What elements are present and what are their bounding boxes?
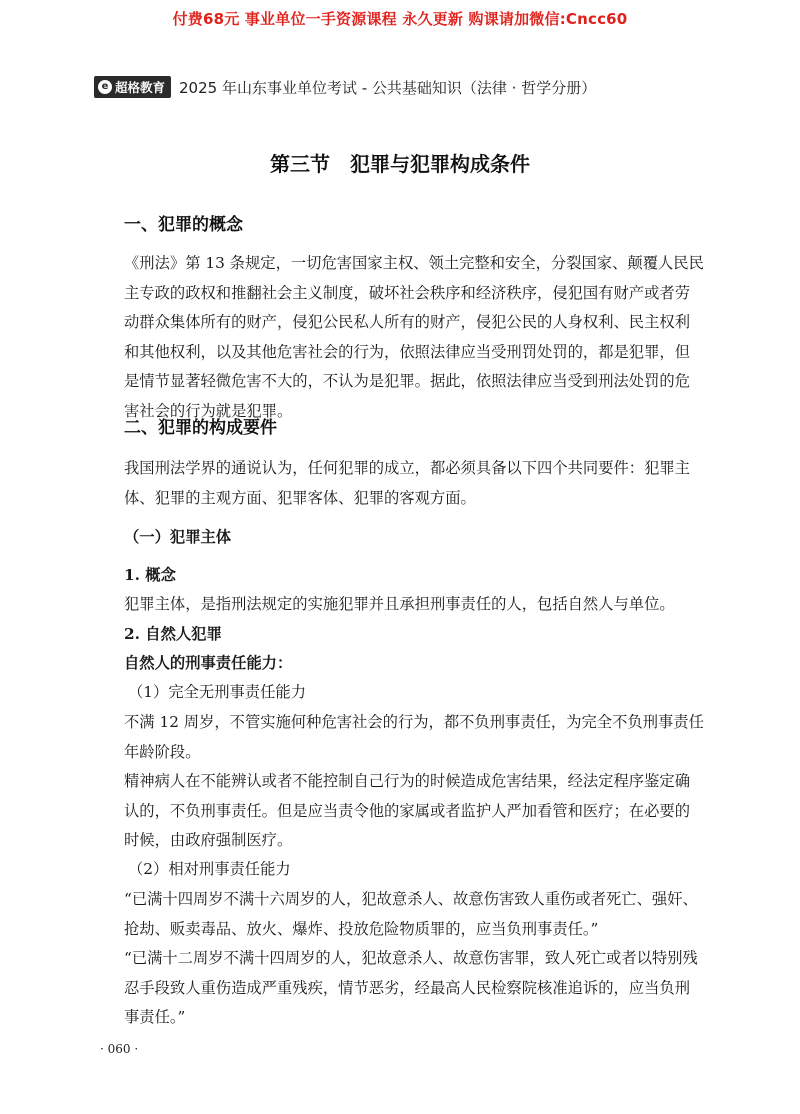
item-no-capacity: （1）完全无刑事责任能力 <box>128 683 306 701</box>
watermark-text: 付费68元 事业单位一手资源课程 永久更新 购课请加微信:Cncc60 <box>172 10 628 28</box>
publisher-logo <box>94 76 171 98</box>
heading-crime-elements: 二、犯罪的构成要件 <box>124 418 277 438</box>
paragraph-crime-definition: 《刑法》第 13 条规定，一切危害国家主权、领土完整和安全，分裂国家、颠覆人民民主专政的政权和推翻社会主义制度，破坏社会秩序和经济秩序，侵犯国有财产或者劳动群众集体所有的财产，侵犯公民私人所有的财产，侵犯公民的人身权利、民主权利和其他权利，以及其他危害社会的行为，依照法律应当受刑罚处罚的，都是犯罪，但是情节显著轻微危害不大的，不认为是犯罪。据此，依照法律应当受到刑法处罚的危害社会的行为就是犯罪。 <box>124 254 704 420</box>
paragraph-under-12: 不满 12 周岁，不管实施何种危害社会的行为，都不负刑事责任，为完全不负刑事责任年龄阶段。 <box>124 713 704 761</box>
quote-14-16: “已满十四周岁不满十六周岁的人，犯故意杀人、故意伤害致人重伤或者死亡、强奸、抢劫、贩卖毒品、放火、爆炸、投放危险物质罪的，应当负刑事责任。” <box>124 890 698 938</box>
paragraph-mental-illness: 精神病人在不能辨认或者不能控制自己行为的时候造成危害结果，经法定程序鉴定确认的，不负刑事责任。但是应当责令他的家属或者监护人严加看管和医疗；在必要的时候，由政府强制医疗。 <box>124 772 690 849</box>
logo-text: 超格教育 <box>115 80 166 95</box>
page-number: · 060 · <box>100 1042 139 1056</box>
subheading-crime-subject: （一）犯罪主体 <box>124 528 232 546</box>
section-title: 第三节 犯罪与犯罪构成条件 <box>270 152 530 176</box>
label-concept: 1. 概念 <box>124 566 176 584</box>
item-relative-capacity: （2）相对刑事责任能力 <box>128 860 291 878</box>
logo-mark-icon: e <box>98 80 112 94</box>
heading-crime-concept: 一、犯罪的概念 <box>124 215 243 235</box>
page-header <box>94 74 596 100</box>
paragraph-four-elements: 我国刑法学界的通说认为，任何犯罪的成立，都必须具备以下四个共同要件：犯罪主体、犯罪的主观方面、犯罪客体、犯罪的客观方面。 <box>124 459 690 507</box>
quote-12-14: “已满十二周岁不满十四周岁的人，犯故意杀人、故意伤害罪，致人死亡或者以特别残忍手段致人重伤造成严重残疾，情节恶劣，经最高人民检察院核准追诉的，应当负刑事责任。” <box>124 949 698 1026</box>
paragraph-subject-concept: 犯罪主体，是指刑法规定的实施犯罪并且承担刑事责任的人，包括自然人与单位。 <box>124 595 675 613</box>
label-natural-person: 2. 自然人犯罪 <box>124 625 222 643</box>
label-capacity: 自然人的刑事责任能力： <box>124 654 293 672</box>
header-title: 2025 年山东事业单位考试 - 公共基础知识（法律 · 哲学分册） <box>179 78 597 97</box>
